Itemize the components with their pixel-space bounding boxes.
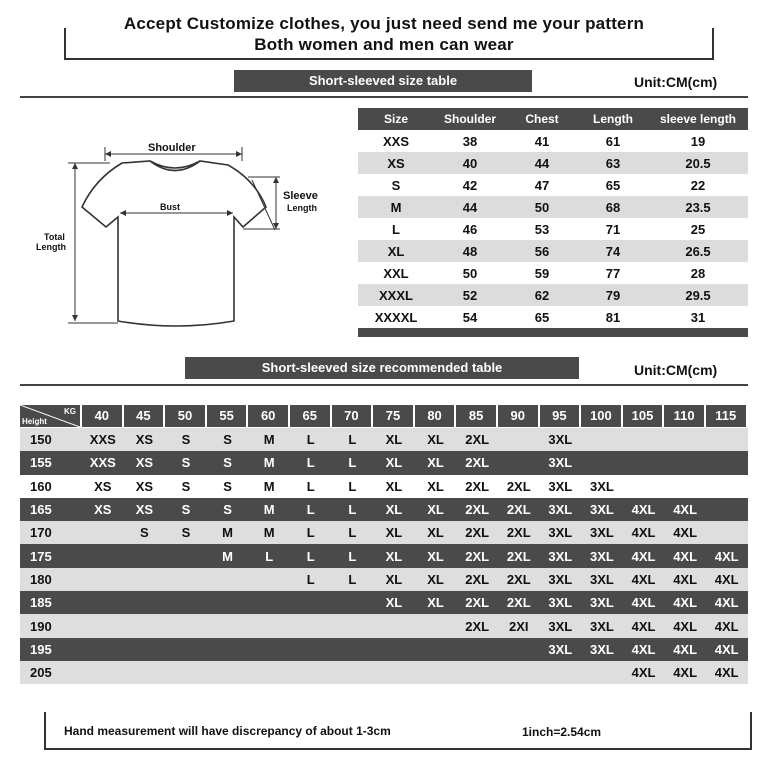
recommend-cell: 3XL — [548, 478, 573, 494]
size-table-banner: Short-sleeved size table — [234, 70, 532, 92]
size-cell-size: XXS — [382, 133, 409, 149]
recommend-cell: XS — [135, 478, 154, 494]
recommend-cell: 4XL — [714, 618, 739, 634]
size-cell-sleeve: 29.5 — [685, 287, 711, 303]
recommend-cell: 2XL — [465, 548, 490, 564]
size-cell-length: 74 — [605, 243, 621, 259]
size-cell-sleeve: 22 — [690, 177, 706, 193]
recommend-cell: 2XL — [506, 525, 531, 541]
recommend-cell: XL — [385, 478, 403, 494]
recommend-section-rule — [20, 384, 748, 386]
size-cell-length: 81 — [605, 309, 621, 325]
weight-header: 110 — [664, 405, 704, 427]
weight-header: 75 — [373, 405, 413, 427]
recommend-cell: 2XL — [506, 548, 531, 564]
recommend-cell: 3XL — [548, 641, 573, 657]
recommend-cell: 3XL — [548, 525, 573, 541]
size-cell-length: 61 — [605, 133, 621, 149]
recommend-cell: 3XL — [548, 571, 573, 587]
size-table-row — [358, 240, 748, 262]
recommend-cell: XS — [135, 502, 154, 518]
height-label: 150 — [30, 432, 52, 448]
height-label: 185 — [30, 595, 52, 611]
size-cell-length: 71 — [605, 221, 621, 237]
recommend-table-row — [20, 521, 748, 544]
weight-header: 65 — [290, 405, 330, 427]
recommend-cell: 4XL — [673, 641, 698, 657]
size-cell-chest: 47 — [534, 177, 550, 193]
recommend-table-row — [20, 568, 748, 591]
recommend-cell: 3XL — [590, 571, 614, 587]
size-cell-shoulder: 40 — [462, 155, 478, 171]
header-line-1: Accept Customize clothes, you just need send me your pattern — [123, 14, 645, 33]
header-line-2: Both women and men can wear — [254, 35, 514, 54]
recommend-cell: L — [348, 525, 357, 541]
recommend-cell: 3XL — [548, 595, 573, 611]
size-cell-size: XXXXL — [374, 309, 418, 325]
size-cell-chest: 41 — [534, 133, 550, 149]
size-cell-sleeve: 20.5 — [685, 155, 711, 171]
size-cell-length: 77 — [605, 265, 621, 281]
diagram-label-shoulder: Shoulder — [148, 142, 196, 154]
size-cell-length: 65 — [605, 177, 621, 193]
recommend-cell: XL — [427, 571, 444, 587]
recommend-cell: L — [348, 502, 357, 518]
recommend-cell: 4XL — [631, 641, 656, 657]
recommend-table — [20, 404, 748, 684]
weight-header: 90 — [498, 405, 538, 427]
recommend-cell: L — [265, 548, 274, 564]
recommend-cell: 2XL — [465, 502, 490, 518]
recommend-cell: 3XL — [590, 525, 614, 541]
recommend-cell: XS — [94, 502, 112, 518]
weight-header: 100 — [581, 405, 621, 427]
size-cell-shoulder: 52 — [462, 287, 478, 303]
size-table-row — [358, 130, 748, 152]
size-cell-sleeve: 25 — [690, 221, 706, 237]
recommend-cell: 2XL — [465, 571, 490, 587]
recommend-cell: XL — [385, 502, 403, 518]
recommend-cell: S — [223, 455, 232, 471]
recommend-cell: XL — [427, 502, 444, 518]
height-label: 160 — [30, 478, 52, 494]
recommend-cell: 2XL — [506, 502, 531, 518]
size-header-sleeve: sleeve length — [659, 112, 737, 126]
recommend-cell: 3XL — [548, 548, 573, 564]
recommend-cell: 4XL — [673, 548, 698, 564]
recommend-table-row — [20, 475, 748, 498]
size-cell-size: XL — [387, 243, 405, 259]
recommend-cell: XL — [385, 571, 403, 587]
size-table-row — [358, 196, 748, 218]
recommend-cell: S — [140, 525, 149, 541]
size-cell-shoulder: 42 — [462, 177, 478, 193]
size-cell-chest: 59 — [534, 265, 550, 281]
recommend-cell: XL — [385, 548, 403, 564]
recommend-table-row — [20, 661, 748, 684]
weight-header: 50 — [165, 405, 205, 427]
height-label: 195 — [30, 641, 52, 657]
height-label: 170 — [30, 525, 52, 541]
recommend-cell: 4XL — [673, 525, 698, 541]
recommend-cell: 4XL — [673, 618, 698, 634]
recommend-cell: L — [348, 455, 357, 471]
recommend-cell: 3XL — [590, 502, 614, 518]
recommend-cell: 3XL — [590, 478, 614, 494]
size-cell-length: 63 — [605, 155, 621, 171]
recommend-cell: XL — [427, 525, 444, 541]
diagram-label-sleeve: Sleeve — [283, 190, 318, 202]
recommend-cell: XL — [385, 595, 403, 611]
recommend-cell: 4XL — [673, 571, 698, 587]
recommend-cell: S — [181, 502, 191, 518]
size-cell-size: L — [392, 221, 400, 237]
size-header-chest: Chest — [525, 112, 559, 126]
recommend-cell: S — [181, 478, 191, 494]
recommend-cell: L — [348, 571, 357, 587]
recommend-cell: 2XI — [508, 618, 529, 634]
recommend-table-banner: Short-sleeved size recommended table — [185, 357, 579, 379]
recommend-cell: XXS — [89, 455, 116, 471]
recommend-cell: 3XL — [590, 641, 614, 657]
corner-kg: KG — [64, 407, 76, 416]
size-cell-shoulder: 44 — [462, 199, 478, 215]
diagram-label-sleeve-length: Length — [287, 203, 317, 213]
size-cell-sleeve: 19 — [690, 133, 706, 149]
recommend-cell: 4XL — [631, 525, 656, 541]
recommend-cell: M — [222, 525, 233, 541]
height-label: 205 — [30, 665, 52, 681]
recommend-cell: 4XL — [631, 618, 656, 634]
size-cell-size: XXL — [383, 265, 409, 281]
weight-header: 70 — [332, 405, 372, 427]
size-cell-chest: 44 — [534, 155, 550, 171]
size-cell-sleeve: 31 — [690, 309, 706, 325]
weight-header: 95 — [540, 405, 580, 427]
recommend-cell: 2XL — [506, 595, 531, 611]
recommend-cell: S — [181, 455, 191, 471]
recommend-cell: XS — [135, 455, 154, 471]
recommend-cell: S — [181, 525, 191, 541]
weight-header: 80 — [415, 405, 455, 427]
recommend-cell: XL — [385, 432, 403, 448]
size-cell-shoulder: 48 — [462, 243, 478, 259]
recommend-table-row — [20, 451, 748, 474]
size-cell-sleeve: 28 — [690, 265, 706, 281]
size-cell-length: 68 — [605, 199, 621, 215]
height-label: 175 — [30, 548, 52, 564]
recommend-cell: XL — [427, 455, 444, 471]
weight-header: 45 — [124, 405, 164, 427]
size-cell-length: 79 — [605, 287, 621, 303]
footer-conversion: 1inch=2.54cm — [522, 725, 602, 739]
recommend-cell: 2XL — [465, 455, 490, 471]
size-table — [358, 108, 748, 337]
recommend-cell: M — [222, 548, 233, 564]
header-bracket — [64, 28, 714, 60]
recommend-cell: 3XL — [590, 548, 614, 564]
recommend-cell: 4XL — [631, 665, 656, 681]
size-table-footer-bar — [358, 328, 748, 337]
weight-header: 115 — [706, 405, 746, 427]
weight-header: 105 — [623, 405, 663, 427]
recommend-cell: L — [306, 525, 315, 541]
size-table-row — [358, 218, 748, 240]
recommend-cell: 2XL — [506, 478, 531, 494]
size-section-rule — [20, 96, 748, 98]
recommend-cell: XL — [427, 548, 444, 564]
recommend-cell: XL — [427, 478, 444, 494]
recommend-cell: 3XL — [548, 432, 573, 448]
size-header-size: Size — [383, 112, 408, 126]
size-cell-size: S — [391, 177, 401, 193]
diagram-label-total: Total — [44, 232, 65, 242]
recommend-cell: L — [306, 455, 315, 471]
recommend-cell: L — [306, 548, 315, 564]
recommend-cell: XS — [94, 478, 112, 494]
size-cell-shoulder: 38 — [462, 133, 478, 149]
size-header-shoulder: Shoulder — [443, 112, 496, 126]
size-cell-size: XS — [387, 155, 405, 171]
weight-header: 85 — [456, 405, 496, 427]
recommend-cell: L — [306, 571, 315, 587]
table-corner — [20, 405, 80, 427]
recommend-table-row — [20, 498, 748, 521]
size-cell-size: XXXL — [379, 287, 413, 303]
weight-header: 40 — [82, 405, 122, 427]
size-table-row — [358, 152, 748, 174]
weight-header: 55 — [207, 405, 247, 427]
size-cell-shoulder: 54 — [462, 309, 478, 325]
recommend-cell: L — [306, 478, 315, 494]
size-cell-sleeve: 23.5 — [685, 199, 711, 215]
tshirt-diagram — [30, 135, 350, 335]
recommend-cell: XL — [385, 455, 403, 471]
recommend-cell: XXS — [89, 432, 116, 448]
recommend-cell: 4XL — [631, 571, 656, 587]
weight-header: 60 — [248, 405, 288, 427]
recommend-cell: 3XL — [590, 618, 614, 634]
size-cell-chest: 56 — [534, 243, 550, 259]
recommend-cell: M — [263, 478, 275, 494]
recommend-table-row — [20, 614, 748, 637]
recommend-cell: 4XL — [631, 502, 656, 518]
recommend-cell: 3XL — [548, 618, 573, 634]
footer-note: Hand measurement will have discrepancy of about 1-3cm — [64, 724, 391, 738]
size-header-length: Length — [593, 112, 633, 126]
recommend-cell: 2XL — [465, 525, 490, 541]
recommend-table-row — [20, 544, 748, 567]
size-cell-chest: 62 — [534, 287, 550, 303]
height-label: 190 — [30, 618, 52, 634]
recommend-cell: S — [223, 478, 232, 494]
recommend-cell: M — [263, 525, 275, 541]
size-table-row — [358, 262, 748, 284]
recommend-table-row — [20, 591, 748, 614]
recommend-table-row — [20, 428, 748, 451]
recommend-cell: 4XL — [631, 548, 656, 564]
size-cell-chest: 65 — [534, 309, 550, 325]
recommend-cell: M — [263, 455, 275, 471]
recommend-cell: 4XL — [714, 641, 739, 657]
height-label: 180 — [30, 571, 52, 587]
corner-height: Height — [22, 417, 47, 426]
recommend-cell: 3XL — [548, 455, 573, 471]
diagram-label-bust: Bust — [160, 202, 180, 212]
recommend-cell: 4XL — [631, 595, 656, 611]
recommend-cell: L — [348, 478, 357, 494]
recommend-cell: 2XL — [506, 571, 531, 587]
size-cell-shoulder: 50 — [462, 265, 478, 281]
recommend-cell: 2XL — [465, 478, 490, 494]
recommend-cell: S — [223, 432, 232, 448]
recommend-cell: 4XL — [673, 595, 698, 611]
size-table-header — [358, 108, 748, 130]
recommend-cell: M — [263, 432, 275, 448]
recommend-cell: L — [348, 432, 357, 448]
recommend-cell: 4XL — [714, 548, 739, 564]
recommend-cell: 3XL — [590, 595, 614, 611]
size-table-row — [358, 174, 748, 196]
size-cell-shoulder: 46 — [462, 221, 478, 237]
recommend-cell: M — [263, 502, 275, 518]
height-label: 155 — [30, 455, 52, 471]
recommend-cell: 2XL — [465, 595, 490, 611]
recommend-cell: 4XL — [673, 665, 698, 681]
recommend-cell: 3XL — [548, 502, 573, 518]
recommend-cell: 4XL — [714, 571, 739, 587]
recommend-cell: XS — [135, 432, 154, 448]
size-cell-chest: 53 — [534, 221, 550, 237]
size-cell-sleeve: 26.5 — [685, 243, 711, 259]
recommend-cell: L — [348, 548, 357, 564]
recommend-cell: 4XL — [714, 595, 739, 611]
recommend-cell: 2XL — [465, 432, 490, 448]
recommend-cell: S — [223, 502, 232, 518]
recommend-table-unit: Unit:CM(cm) — [634, 362, 718, 378]
recommend-cell: 2XL — [465, 618, 490, 634]
recommend-cell: L — [306, 502, 315, 518]
recommend-cell: XL — [385, 525, 403, 541]
recommend-cell: S — [181, 432, 191, 448]
recommend-cell: L — [306, 432, 315, 448]
size-table-row — [358, 306, 748, 328]
recommend-cell: XL — [427, 432, 444, 448]
size-cell-size: M — [390, 199, 402, 215]
size-table-row — [358, 284, 748, 306]
size-table-unit: Unit:CM(cm) — [634, 74, 718, 90]
recommend-cell: 4XL — [714, 665, 739, 681]
size-cell-chest: 50 — [534, 199, 550, 215]
recommend-table-row — [20, 638, 748, 661]
recommend-cell: 4XL — [673, 502, 698, 518]
diagram-label-total-length: Length — [36, 242, 66, 252]
height-label: 165 — [30, 502, 52, 518]
recommend-cell: XL — [427, 595, 444, 611]
recommend-table-header — [20, 404, 748, 428]
